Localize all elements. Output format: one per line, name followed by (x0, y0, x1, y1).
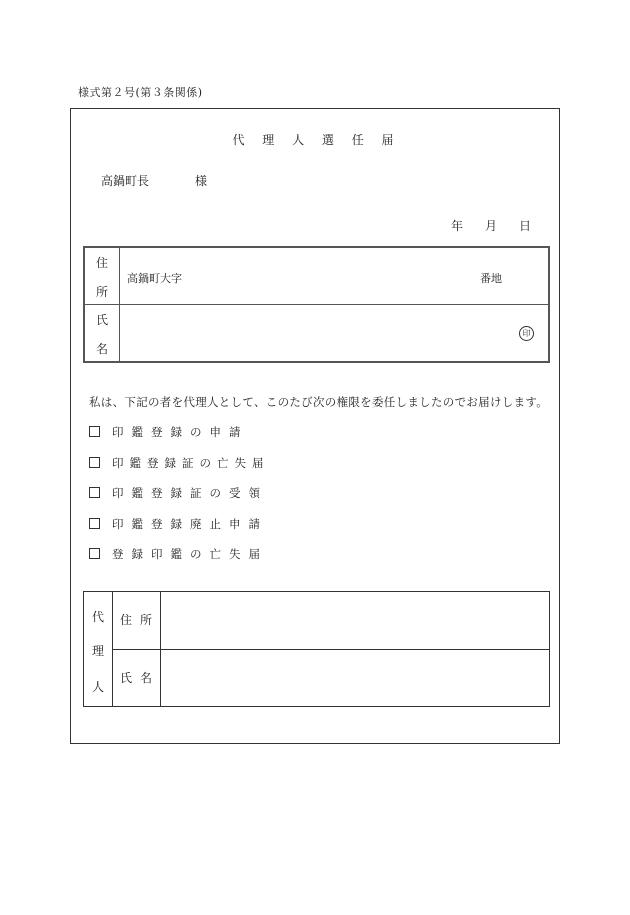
addressee-name: 高鍋町長 (101, 174, 150, 188)
checklist-item-label: 印鑑登録廃止申請 (112, 516, 268, 531)
applicant-address-header-top: 住 (95, 256, 108, 270)
applicant-name-header-bottom: 名 (95, 342, 108, 356)
form-title: 代 理 人 選 任 届 (232, 133, 398, 147)
date-field[interactable] (451, 217, 531, 234)
addressee-honorific: 様 (195, 174, 208, 188)
applicant-address-row (85, 248, 548, 305)
checklist-item[interactable] (89, 485, 270, 516)
applicant-table (83, 246, 550, 363)
checkbox[interactable] (89, 518, 100, 529)
checklist-item[interactable] (89, 546, 270, 577)
checklist-item[interactable] (89, 455, 270, 486)
agent-side-header (84, 592, 113, 706)
checklist-item-label: 印鑑登録証の受領 (112, 486, 268, 500)
checkbox[interactable] (89, 457, 100, 468)
applicant-address-suffix: 番地 (480, 272, 502, 285)
checklist-item[interactable] (89, 424, 270, 455)
date-month-label: 月 (484, 219, 497, 233)
applicant-address-header (85, 248, 120, 304)
statement-text: 私は、下記の者を代理人として、このたび次の権限を委任しましたのでお届けします。 (89, 395, 549, 409)
checklist-item[interactable] (89, 516, 270, 547)
form-number-label: 様式第２号(第３条関係) (78, 86, 203, 99)
agent-name-row[interactable] (112, 650, 549, 706)
applicant-address-header-bottom: 所 (95, 285, 108, 299)
applicant-address-prefix: 高鍋町大字 (127, 272, 182, 285)
addressee (101, 172, 207, 189)
checkbox[interactable] (89, 487, 100, 498)
agent-address-row[interactable] (112, 592, 549, 650)
agent-address-label: 住所 (112, 592, 161, 649)
checklist-item-label: 登録印鑑の亡失届 (112, 547, 268, 561)
date-day-label: 日 (518, 219, 531, 233)
applicant-name-header (85, 305, 120, 361)
authority-checklist (89, 424, 270, 577)
agent-side-char-1: 代 (91, 610, 104, 624)
form-frame (70, 108, 560, 744)
agent-side-char-3: 人 (91, 680, 104, 694)
checklist-item-label: 印鑑登録証の亡失届 (112, 455, 270, 470)
applicant-name-header-top: 氏 (95, 313, 108, 327)
checkbox[interactable] (89, 548, 100, 559)
date-year-label: 年 (450, 219, 463, 233)
applicant-name-row[interactable] (85, 305, 548, 361)
agent-side-char-2: 理 (91, 644, 104, 658)
agent-name-label: 氏名 (112, 650, 161, 706)
checklist-item-label: 印鑑登録の申請 (112, 425, 249, 439)
seal-icon: 印 (519, 326, 534, 341)
checkbox[interactable] (89, 426, 100, 437)
agent-table (83, 591, 550, 707)
